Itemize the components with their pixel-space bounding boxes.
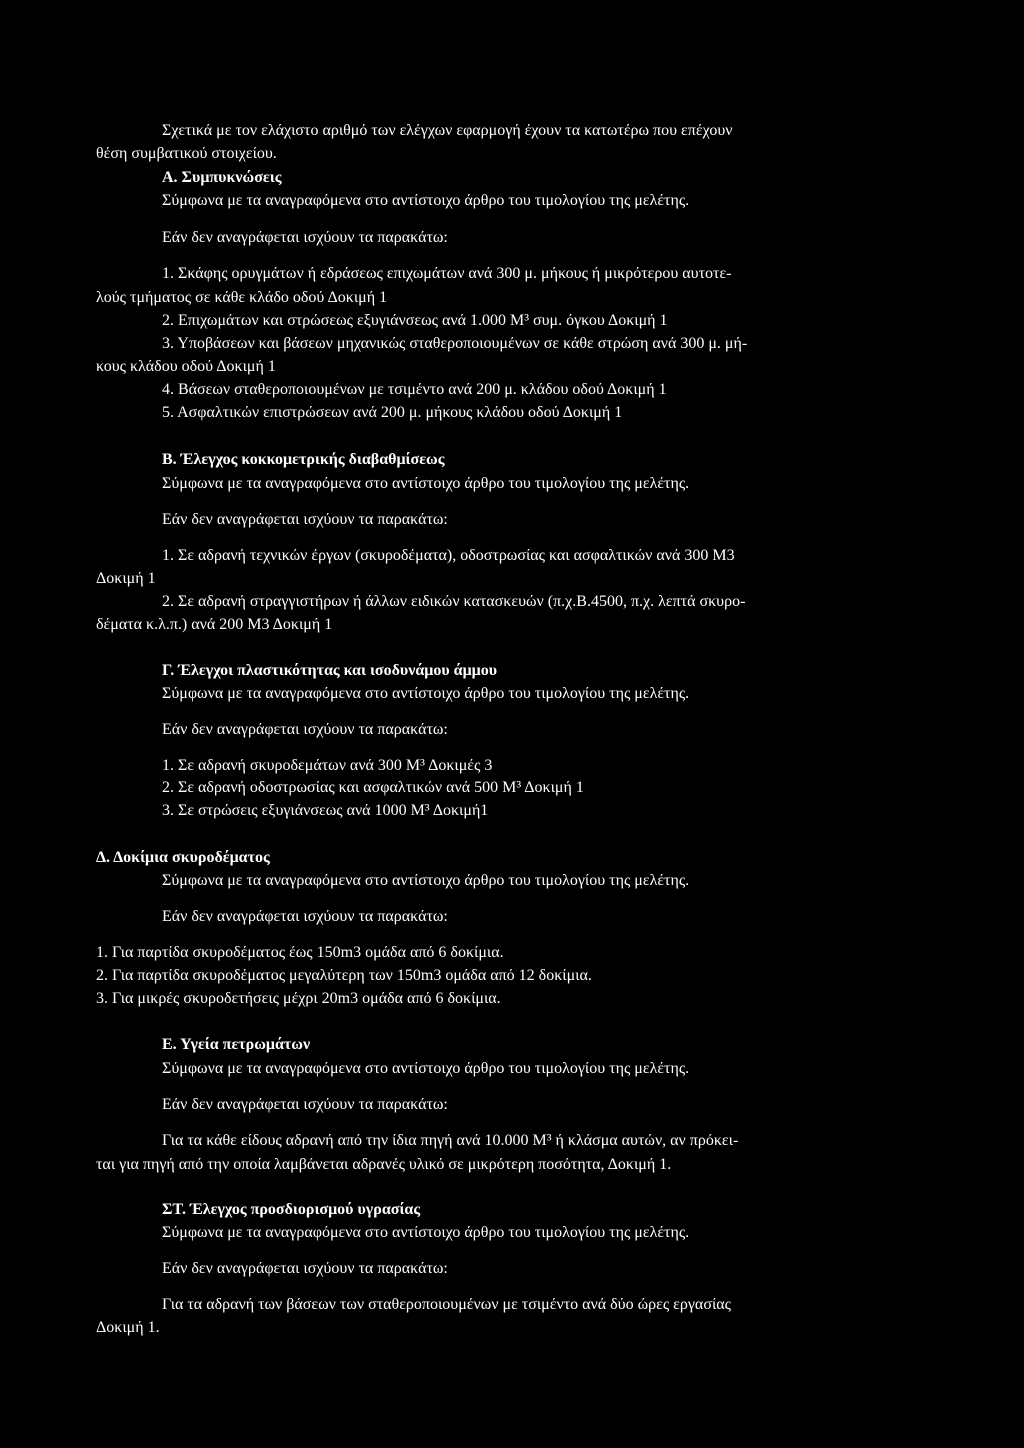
section-e-per-article: Σύμφωνα με τα αναγραφόμενα στο αντίστοιχο άρθρο του τιμολογίου της μελέτης. <box>162 1060 690 1077</box>
section-b-item-1-line-2: Δοκιμή 1 <box>96 570 156 587</box>
section-e-if-not: Εάν δεν αναγράφεται ισχύουν τα παρακάτω: <box>162 1096 448 1113</box>
section-a-item-5: 5. Ασφαλτικών επιστρώσεων ανά 200 μ. μήκους κλάδου οδού Δοκιμή 1 <box>162 404 623 421</box>
section-a-if-not: Εάν δεν αναγράφεται ισχύουν τα παρακάτω: <box>162 229 448 246</box>
section-c-if-not: Εάν δεν αναγράφεται ισχύουν τα παρακάτω: <box>162 721 448 738</box>
section-c-per-article: Σύμφωνα με τα αναγραφόμενα στο αντίστοιχο άρθρο του τιμολογίου της μελέτης. <box>162 685 690 702</box>
section-d-item-1: 1. Για παρτίδα σκυροδέματος έως 150m3 ομάδα από 6 δοκίμια. <box>96 944 504 961</box>
section-st-text-line-2: Δοκιμή 1. <box>96 1319 160 1336</box>
intro-line-2: θέση συμβατικού στοιχείου. <box>96 145 277 162</box>
section-a-heading: Α. Συμπυκνώσεις <box>162 169 282 186</box>
section-e-heading: Ε. Υγεία πετρωμάτων <box>162 1036 311 1053</box>
section-c-item-2: 2. Σε αδρανή οδοστρωσίας και ασφαλτικών ανά 500 Μ³ Δοκιμή 1 <box>162 779 584 796</box>
section-b-per-article: Σύμφωνα με τα αναγραφόμενα στο αντίστοιχο άρθρο του τιμολογίου της μελέτης. <box>162 475 690 492</box>
section-b-if-not: Εάν δεν αναγράφεται ισχύουν τα παρακάτω: <box>162 511 448 528</box>
section-c-item-1: 1. Σε αδρανή σκυροδεμάτων ανά 300 Μ³ Δοκιμές 3 <box>162 757 493 774</box>
intro-line-1: Σχετικά με τον ελάχιστο αριθμό των ελέγχων εφαρμογή έχουν τα κατωτέρω που επέχουν <box>162 122 733 139</box>
section-d-heading: Δ. Δοκίμια σκυροδέματος <box>96 849 270 866</box>
section-st-per-article: Σύμφωνα με τα αναγραφόμενα στο αντίστοιχο άρθρο του τιμολογίου της μελέτης. <box>162 1224 690 1241</box>
section-a-item-3-line-2: κους κλάδου οδού Δοκιμή 1 <box>96 358 276 375</box>
section-c-heading: Γ. Έλεγχοι πλαστικότητας και ισοδυνάμου άμμου <box>162 662 498 679</box>
section-a-item-2: 2. Επιχωμάτων και στρώσεως εξυγιάνσεως ανά 1.000 Μ³ συμ. όγκου Δοκιμή 1 <box>162 312 668 329</box>
section-b-item-2-line-2: δέματα κ.λ.π.) ανά 200 Μ3 Δοκιμή 1 <box>96 616 333 633</box>
section-e-text-line-1: Για τα κάθε είδους αδρανή από την ίδια πηγή ανά 10.000 Μ³ ή κλάσμα αυτών, αν πρόκει- <box>162 1132 739 1149</box>
section-a-item-1-line-2: λούς τμήματος σε κάθε κλάδο οδού Δοκιμή 1 <box>96 289 388 306</box>
section-a-item-1-line-1: 1. Σκάφης ορυγμάτων ή εδράσεως επιχωμάτων ανά 300 μ. μήκους ή μικρότερου αυτοτε- <box>162 265 732 282</box>
section-d-item-2: 2. Για παρτίδα σκυροδέματος μεγαλύτερη των 150m3 ομάδα από 12 δοκίμια. <box>96 967 592 984</box>
section-b-item-2-line-1: 2. Σε αδρανή στραγγιστήρων ή άλλων ειδικών κατασκευών (π.χ.Β.4500, π.χ. λεπτά σκυρο- <box>162 593 746 610</box>
section-st-text-line-1: Για τα αδρανή των βάσεων των σταθεροποιουμένων με τσιμέντο ανά δύο ώρες εργασίας <box>162 1296 731 1313</box>
section-a-item-4: 4. Βάσεων σταθεροποιουμένων με τσιμέντο ανά 200 μ. κλάδου οδού Δοκιμή 1 <box>162 381 667 398</box>
section-d-if-not: Εάν δεν αναγράφεται ισχύουν τα παρακάτω: <box>162 908 448 925</box>
section-st-if-not: Εάν δεν αναγράφεται ισχύουν τα παρακάτω: <box>162 1260 448 1277</box>
section-b-item-1-line-1: 1. Σε αδρανή τεχνικών έργων (σκυροδέματα), οδοστρωσίας και ασφαλτικών ανά 300 Μ3 <box>162 547 735 564</box>
section-e-text-line-2: ται για πηγή από την οποία λαμβάνεται αδρανές υλικό σε μικρότερη ποσότητα, Δοκιμή 1. <box>96 1156 672 1173</box>
section-st-heading: ΣΤ. Έλεγχος προσδιορισμού υγρασίας <box>162 1201 421 1218</box>
section-d-per-article: Σύμφωνα με τα αναγραφόμενα στο αντίστοιχο άρθρο του τιμολογίου της μελέτης. <box>162 872 690 889</box>
section-b-heading: Β. Έλεγχος κοκκομετρικής διαβαθμίσεως <box>162 451 445 468</box>
section-a-item-3-line-1: 3. Υποβάσεων και βάσεων μηχανικώς σταθεροποιουμένων σε κάθε στρώση ανά 300 μ. μή- <box>162 335 748 352</box>
section-c-item-3: 3. Σε στρώσεις εξυγιάνσεως ανά 1000 Μ³ Δοκιμή1 <box>162 802 489 819</box>
section-a-per-article: Σύμφωνα με τα αναγραφόμενα στο αντίστοιχο άρθρο του τιμολογίου της μελέτης. <box>162 192 690 209</box>
section-d-item-3: 3. Για μικρές σκυροδετήσεις μέχρι 20m3 ομάδα από 6 δοκίμια. <box>96 990 501 1007</box>
